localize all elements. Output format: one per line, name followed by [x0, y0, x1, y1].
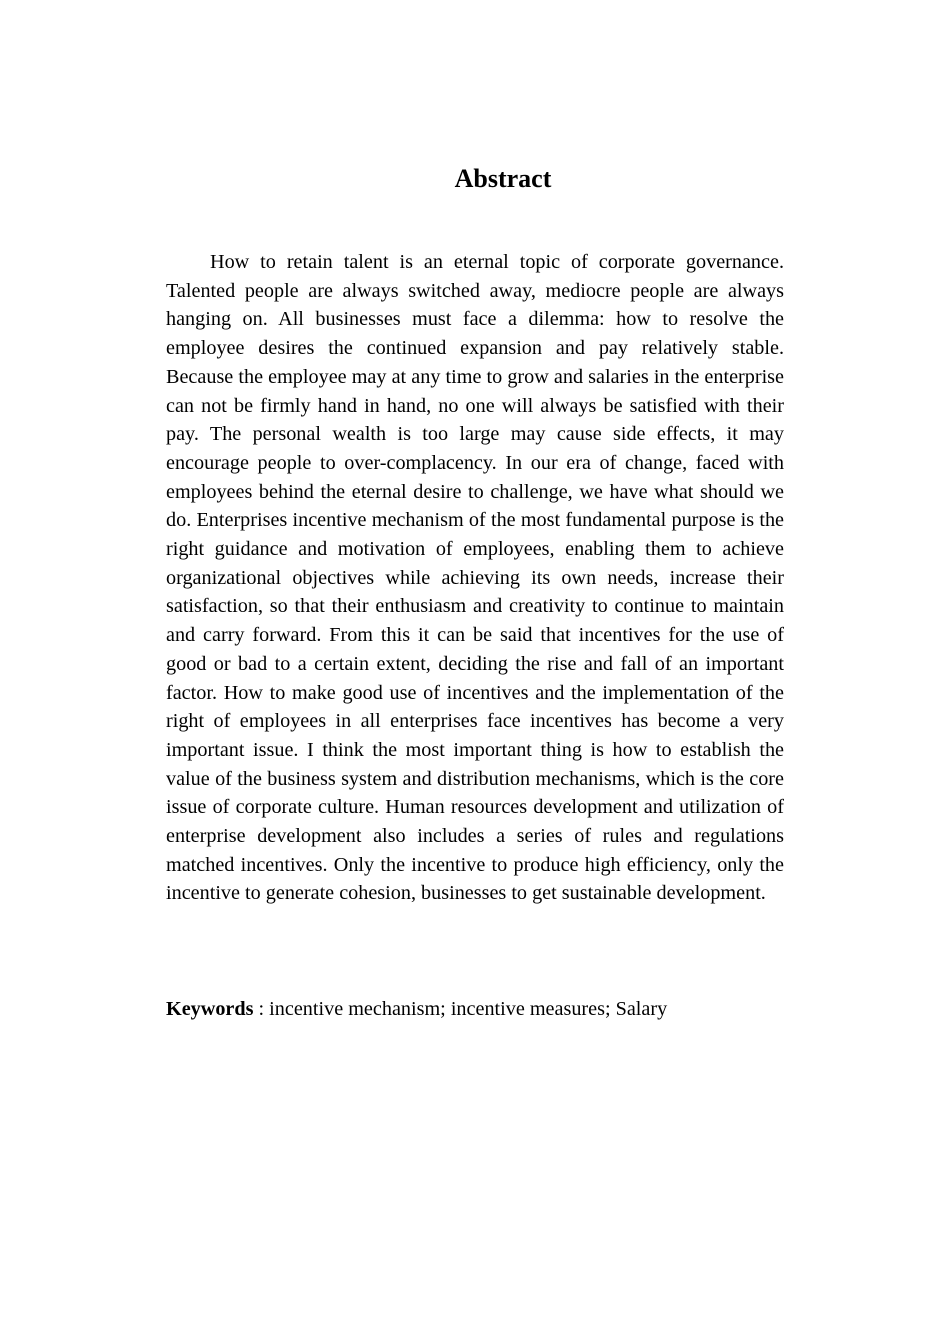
- keywords-label: Keywords: [166, 998, 254, 1020]
- keywords-text: : incentive mechanism; incentive measures; Salary: [253, 998, 668, 1020]
- abstract-body: How to retain talent is an eternal topic of corporate governance. Talented people are always switched away, mediocre people are always hanging on. All businesses must face a dilemma: how to resolve the employee desires the continued expansion and pay relatively stable. Because the employee may at any time to grow and salaries in the enterprise can not be firmly hand in hand, no one will always be satisfied with their pay. The personal wealth is too large may cause side effects, it may encourage people to over-complacency. In our era of change, faced with employees behind the eternal desire to challenge, we have what should we do. Enterprises incentive mechanism of the most fundamental purpose is the right guidance and motivation of employees, enabling them to achieve organizational objectives while achieving its own needs, increase their satisfaction, so that their enthusiasm and creativity to continue to maintain and carry forward. From this it can be said that incentives for the use of good or bad to a certain extent, deciding the rise and fall of an important factor. How to make good use of incentives and the implementation of the right of employees in all enterprises face incentives has become a very important issue. I think the most important thing is how to establish the value of the business system and distribution mechanisms, which is the core issue of corporate culture. Human resources development and utilization of enterprise development also includes a series of rules and regulations matched incentives. Only the incentive to produce high efficiency, only the incentive to generate cohesion, businesses to get sustainable development.: [166, 251, 784, 905]
- keywords-line: [166, 995, 806, 1024]
- abstract-title: Abstract: [454, 164, 552, 193]
